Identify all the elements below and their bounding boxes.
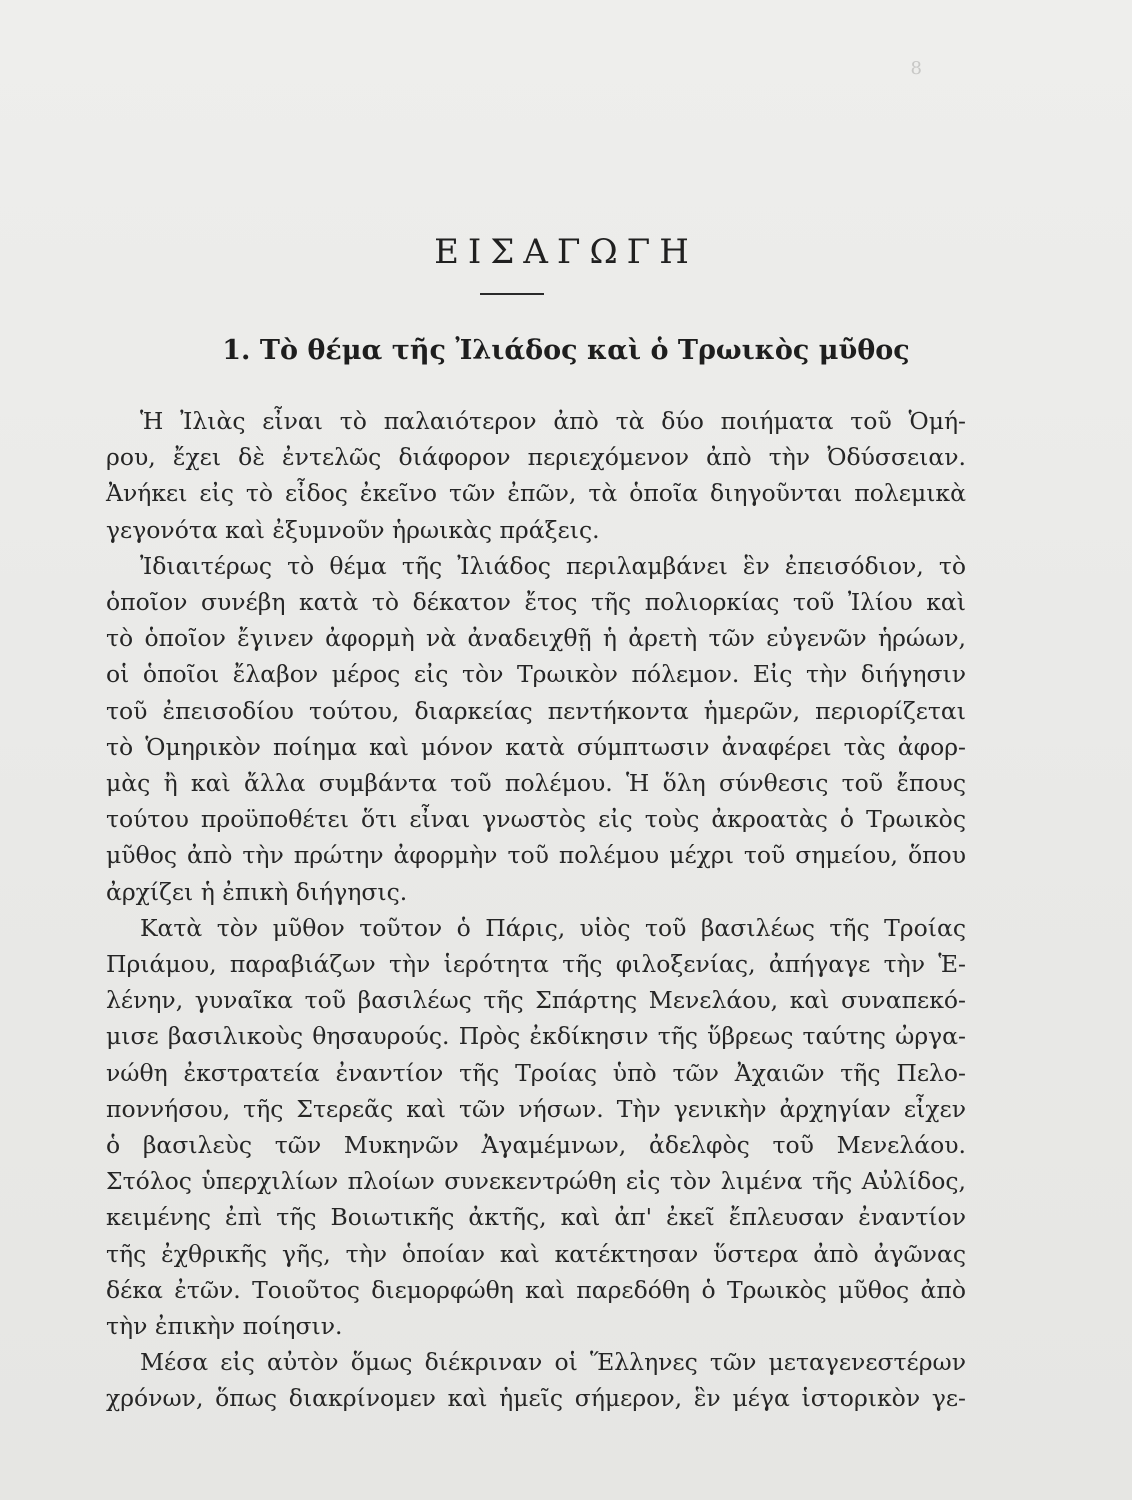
heading-divider <box>480 293 544 295</box>
text-line: ποννήσου, τῆς Στερεᾶς καὶ τῶν νήσων. Τὴν γενικὴν ἀρχηγίαν εἶχεν <box>106 1094 966 1123</box>
page-number: 8 <box>910 58 922 79</box>
text-line: κειμένης ἐπὶ τῆς Βοιωτικῆς ἀκτῆς, καὶ ἀπ' ἐκεῖ ἔπλευσαν ἐναντίον <box>106 1203 966 1232</box>
text-line: Ἡ Ἰλιὰς εἶναι τὸ παλαιότερον ἀπὸ τὰ δύο ποιήματα τοῦ Ὁμή- <box>140 407 966 435</box>
body-text <box>106 403 966 1417</box>
text-line: Πριάμου, παραβιάζων τὴν ἱερότητα τῆς φιλοξενίας, ἀπήγαγε τὴν Ἑ- <box>106 950 966 979</box>
text-line: χρόνων, ὅπως διακρίνομεν καὶ ἡμεῖς σήμερον, ἓν μέγα ἱστορικὸν γε- <box>106 1384 966 1413</box>
text-line: ρου, ἔχει δὲ ἐντελῶς διάφορον περιεχόμενον ἀπὸ τὴν Ὀδύσσειαν. <box>106 443 966 472</box>
text-line: μῦθος ἀπὸ τὴν πρώτην ἀφορμὴν τοῦ πολέμου μέχρι τοῦ σημείου, ὅπου <box>106 841 966 870</box>
text-line: δέκα ἐτῶν. Τοιοῦτος διεμορφώθη καὶ παρεδόθη ὁ Τρωικὸς μῦθος ἀπὸ <box>106 1275 966 1304</box>
text-line: Κατὰ τὸν μῦθον τοῦτον ὁ Πάρις, υἱὸς τοῦ βασιλέως τῆς Τροίας <box>140 913 966 942</box>
text-line: ἀρχίζει ἡ ἐπικὴ διήγησις. <box>106 877 408 906</box>
text-line: μισε βασιλικοὺς θησαυρούς. Πρὸς ἐκδίκησιν τῆς ὕβρεως ταύτης ὠργα- <box>106 1022 966 1051</box>
text-line: οἱ ὁποῖοι ἔλαβον μέρος εἰς τὸν Τρωικὸν πόλεμον. Εἰς τὴν διήγησιν <box>106 660 966 689</box>
paragraph-4 <box>106 1344 966 1416</box>
text-line: Ἀνήκει εἰς τὸ εἶδος ἐκεῖνο τῶν ἐπῶν, τὰ ὁποῖα διηγοῦνται πολεμικὰ <box>106 479 966 508</box>
text-line: τούτου προϋποθέτει ὅτι εἶναι γνωστὸς εἰς τοὺς ἀκροατὰς ὁ Τρωικὸς <box>106 805 966 834</box>
paragraph-1 <box>106 403 966 548</box>
text-line: Στόλος ὑπερχιλίων πλοίων συνεκεντρώθη εἰς τὸν λιμένα τῆς Αὐλίδος, <box>106 1167 966 1196</box>
text-line: τοῦ ἐπεισοδίου τούτου, διαρκείας πεντήκοντα ἡμερῶν, περιορίζεται <box>106 696 966 725</box>
text-line: τὴν ἐπικὴν ποίησιν. <box>106 1312 343 1341</box>
section-title: 1. Τὸ θέμα τῆς Ἰλιάδος καὶ ὁ Τρωικὸς μῦθος <box>222 335 910 366</box>
text-line: Μέσα εἰς αὐτὸν ὅμως διέκριναν οἱ Ἕλληνες τῶν μεταγενεστέρων <box>140 1348 966 1377</box>
paragraph-3 <box>106 910 966 1344</box>
text-line: γεγονότα καὶ ἐξυμνοῦν ἡρωικὰς πράξεις. <box>106 515 600 544</box>
text-line: μὰς ἢ καὶ ἄλλα συμβάντα τοῦ πολέμου. Ἡ ὅλη σύνθεσις τοῦ ἔπους <box>106 769 966 798</box>
text-line: νώθη ἐκστρατεία ἐναντίον τῆς Τροίας ὑπὸ τῶν Ἀχαιῶν τῆς Πελο- <box>106 1058 966 1087</box>
text-line: ὁποῖον συνέβη κατὰ τὸ δέκατον ἔτος τῆς πολιορκίας τοῦ Ἰλίου καὶ <box>106 588 966 617</box>
text-line: Ἰδιαιτέρως τὸ θέμα τῆς Ἰλιάδος περιλαμβάνει ἓν ἐπεισόδιον, τὸ <box>140 551 966 580</box>
text-line: τὸ ὁποῖον ἔγινεν ἀφορμὴ νὰ ἀναδειχθῇ ἡ ἀρετὴ τῶν εὐγενῶν ἡρώων, <box>106 624 966 653</box>
text-line: ὁ βασιλεὺς τῶν Μυκηνῶν Ἀγαμέμνων, ἀδελφὸς τοῦ Μενελάου. <box>106 1131 966 1160</box>
text-line: λένην, γυναῖκα τοῦ βασιλέως τῆς Σπάρτης Μενελάου, καὶ συναπεκό- <box>106 986 966 1015</box>
text-line: τὸ Ὁμηρικὸν ποίημα καὶ μόνον κατὰ σύμπτωσιν ἀναφέρει τὰς ἀφορ- <box>106 732 966 761</box>
text-line: τῆς ἐχθρικῆς γῆς, τὴν ὁποίαν καὶ κατέκτησαν ὕστερα ἀπὸ ἀγῶνας <box>106 1239 966 1268</box>
chapter-heading: ΕΙΣΑΓΩΓΗ <box>434 232 698 272</box>
paragraph-2 <box>106 548 966 910</box>
